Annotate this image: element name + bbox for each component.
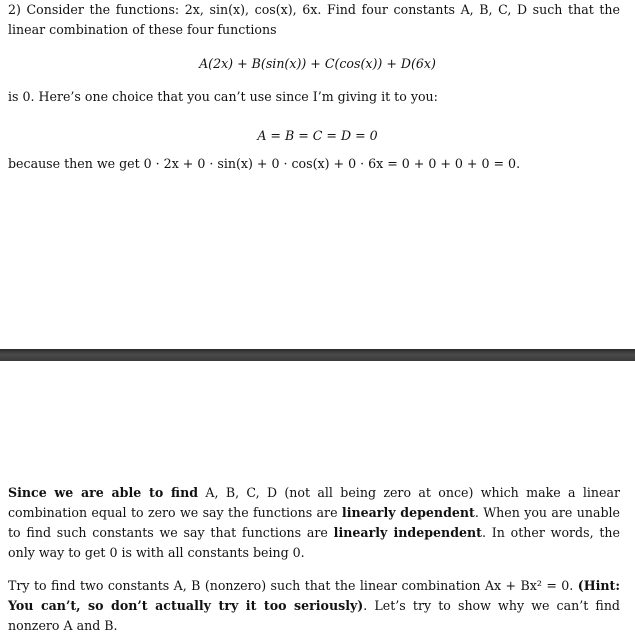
because-line bbox=[8, 154, 620, 174]
trivial-equation: A = B = C = D = 0 bbox=[257, 128, 378, 143]
explanation-part3: . In other words, the only way to get 0 is with all constants being 0. bbox=[8, 525, 620, 560]
is-zero-line bbox=[8, 87, 620, 107]
term-linearly-dependent: linearly dependent bbox=[341, 505, 475, 520]
exercise-hint: (Hint: You can’t, so don’t actually try it too seriously) bbox=[8, 578, 620, 613]
exercise-paragraph bbox=[8, 576, 620, 636]
term-linearly-independent: linearly independent bbox=[333, 525, 482, 540]
problem-intro-text: 2) Consider the functions: 2x, sin(x), cos(x), 6x. Find four constants A, B, C, D such that the linear combination of these four functions bbox=[8, 2, 620, 37]
exercise-text: Try to find two constants A, B (nonzero) such that the linear combination Ax + Bx² = 0. bbox=[8, 578, 574, 593]
explanation-lead: Since we are able to find bbox=[8, 485, 199, 500]
explanation-part2: . When you are unable to find such constants we say that functions are bbox=[8, 505, 620, 540]
combination-equation: A(2x) + B(sin(x)) + C(cos(x)) + D(6x) bbox=[199, 56, 436, 71]
is-zero-text: is 0. Here’s one choice that you can’t use since I’m giving it to you: bbox=[8, 89, 438, 104]
explanation-paragraph bbox=[8, 483, 620, 563]
section-divider bbox=[0, 349, 635, 361]
because-text: because then we get 0 · 2x + 0 · sin(x) + 0 · cos(x) + 0 · 6x = 0 + 0 + 0 + 0 = 0. bbox=[8, 156, 521, 171]
exercise-closing: . Let’s try to show why we can’t find nonzero A and B. bbox=[8, 598, 620, 633]
problem-intro bbox=[8, 0, 620, 40]
explanation-part1: A, B, C, D (not all being zero at once) which make a linear combination equal to zero we say the functions are bbox=[8, 485, 620, 520]
